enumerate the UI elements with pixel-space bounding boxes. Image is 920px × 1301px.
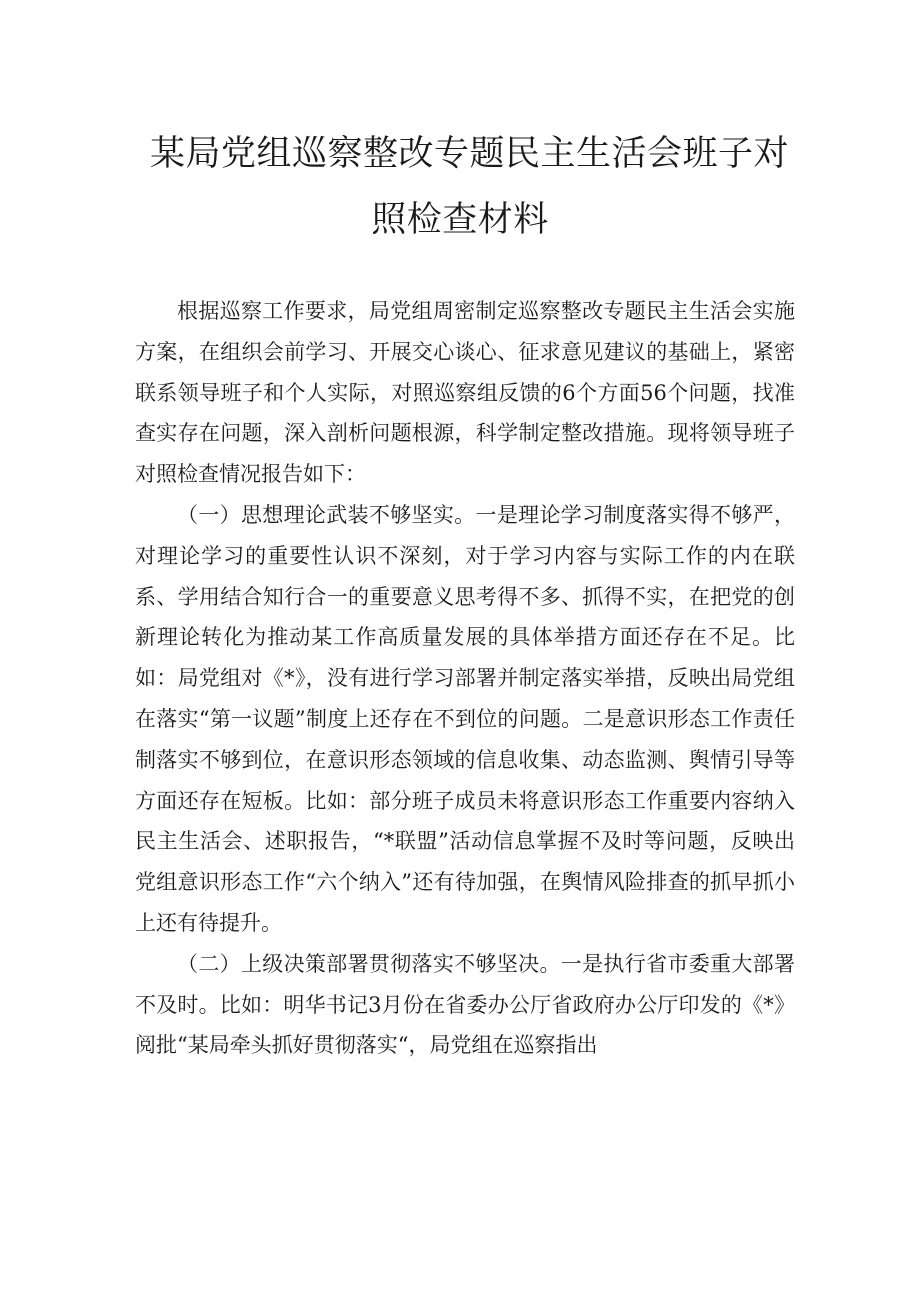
document-title-line-2: 照检查材料 — [371, 200, 549, 240]
paragraph-intro: 根据巡察工作要求，局党组周密制定巡察整改专题民主生活会实施方案，在组织会前学习、开展交心谈心、征求意见建议的基础上，紧密联系领导班子和个人实际，对照巡察组反馈的6个方面56个问题，找准查实存在问题，深入剖析问题根源，科学制定整改措施。现将领导班子对照检查情况报告如下： — [135, 299, 795, 487]
document-title-line-1: 某局党组巡察整改专题民主生活会班子对 — [150, 134, 790, 174]
paragraph-section-2: （二）上级决策部署贯彻落实不够坚决。一是执行省市委重大部署不及时。比如：明华书记3月份在省委办公厅省政府办公厅印发的《*》阅批“某局牵头抓好贯彻落实“，局党组在巡察指出 — [135, 951, 795, 1058]
document-body — [135, 291, 795, 1066]
paragraph-section-1: （一）思想理论武装不够坚实。一是理论学习制度落实得不够严，对理论学习的重要性认识不深刻，对于学习内容与实际工作的内在联系、学用结合知行合一的重要意义思考得不多、抓得不实，在把党的创新理论转化为推动某工作高质量发展的具体举措方面还存在不足。比如：局党组对《*》，没有进行学习部署并制定落实举措，反映出局党组在落实“第一议题”制度上还存在不到位的问题。二是意识形态工作责任制落实不够到位，在意识形态领域的信息收集、动态监测、舆情引导等方面还存在短板。比如：部分班子成员未将意识形态工作重要内容纳入民主生活会、述职报告，“*联盟”活动信息掌握不及时等问题，反映出党组意识形态工作“六个纳入”还有待加强，在舆情风险排查的抓早抓小上还有待提升。 — [135, 502, 795, 935]
